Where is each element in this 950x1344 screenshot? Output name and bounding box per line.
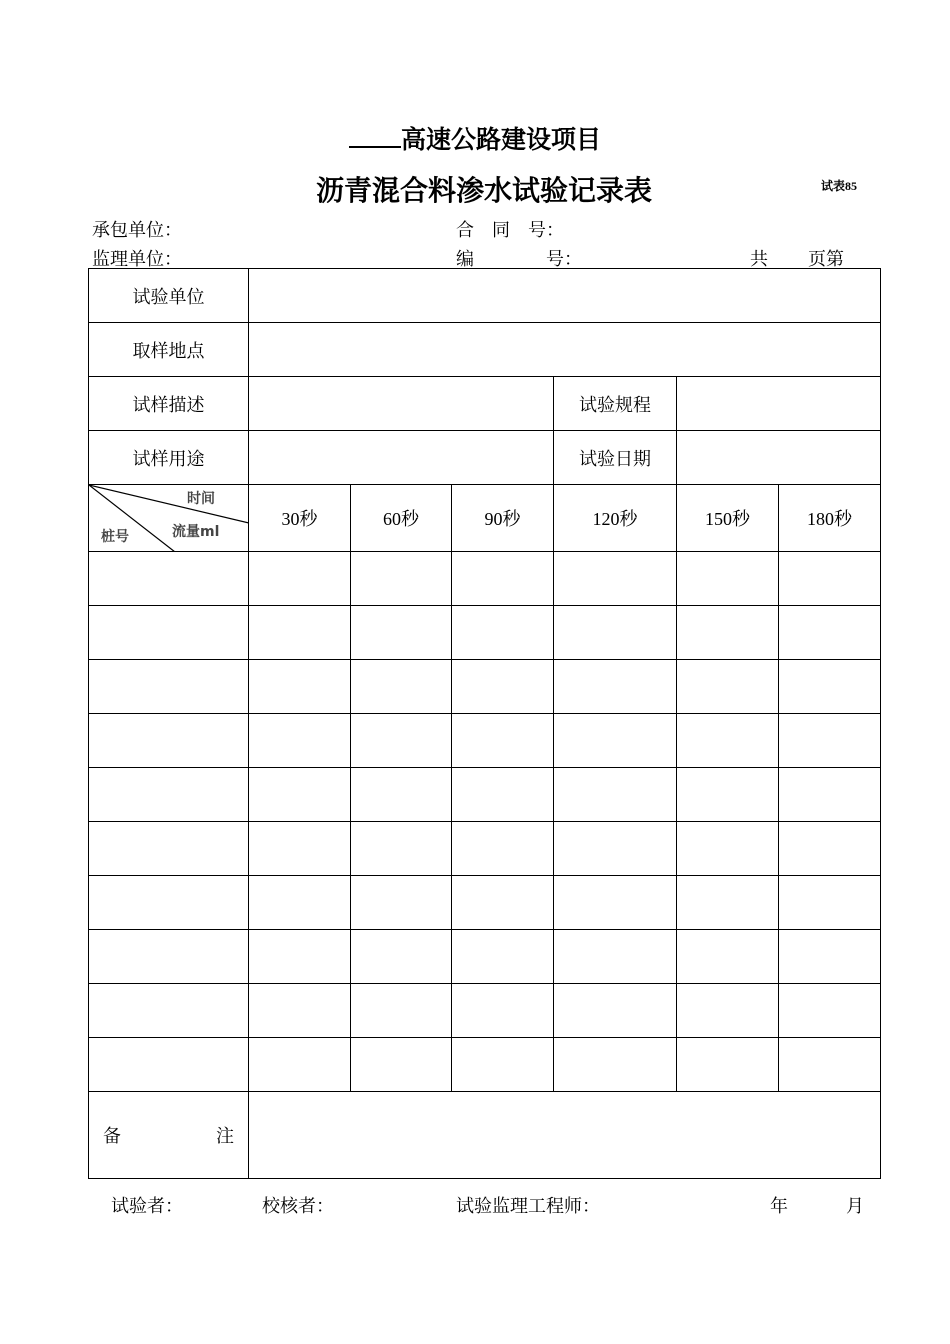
sample-purpose-label: 试样用途 (89, 431, 249, 485)
flow-cell[interactable] (554, 552, 677, 606)
flow-cell[interactable] (452, 930, 554, 984)
test-date-label: 试验日期 (554, 431, 677, 485)
flow-cell[interactable] (677, 930, 779, 984)
project-name-blank (349, 124, 401, 148)
remarks-label: 备 注 (89, 1092, 249, 1179)
flow-cell[interactable] (779, 876, 881, 930)
station-cell[interactable] (89, 822, 249, 876)
flow-cell[interactable] (351, 714, 452, 768)
table-row (89, 984, 881, 1038)
flow-cell[interactable] (677, 822, 779, 876)
flow-cell[interactable] (452, 1038, 554, 1092)
table-row (89, 930, 881, 984)
flow-cell[interactable] (452, 822, 554, 876)
checker-label: 校核者： (262, 1196, 334, 1216)
flow-cell[interactable] (249, 606, 351, 660)
time-col-header: 30秒 (249, 485, 351, 552)
supervisor-label: 监理单位： (92, 249, 182, 269)
flow-cell[interactable] (554, 822, 677, 876)
flow-cell[interactable] (677, 714, 779, 768)
flow-cell[interactable] (351, 876, 452, 930)
station-cell[interactable] (89, 606, 249, 660)
station-cell[interactable] (89, 1038, 249, 1092)
flow-cell[interactable] (351, 768, 452, 822)
flow-cell[interactable] (249, 714, 351, 768)
flow-cell[interactable] (554, 768, 677, 822)
station-cell[interactable] (89, 714, 249, 768)
flow-cell[interactable] (452, 552, 554, 606)
test-date-value[interactable] (677, 431, 881, 485)
table-row (89, 876, 881, 930)
year-label: 年 (770, 1196, 788, 1216)
sampling-location-value[interactable] (249, 323, 881, 377)
flow-cell[interactable] (677, 660, 779, 714)
flow-cell[interactable] (249, 930, 351, 984)
flow-cell[interactable] (554, 1038, 677, 1092)
table-row (89, 660, 881, 714)
station-cell[interactable] (89, 660, 249, 714)
flow-cell[interactable] (779, 552, 881, 606)
flow-cell[interactable] (351, 930, 452, 984)
flow-cell[interactable] (779, 606, 881, 660)
flow-cell[interactable] (554, 984, 677, 1038)
table-row (89, 606, 881, 660)
month-label: 月 (846, 1196, 864, 1216)
flow-cell[interactable] (779, 984, 881, 1038)
table-row (89, 1038, 881, 1092)
serial-no-label: 编 号： (456, 249, 582, 269)
time-col-header: 60秒 (351, 485, 452, 552)
table-row (89, 714, 881, 768)
flow-cell[interactable] (677, 984, 779, 1038)
flow-cell[interactable] (779, 1038, 881, 1092)
flow-cell[interactable] (249, 660, 351, 714)
form-title: 沥青混合料渗水试验记录表 (315, 176, 652, 207)
project-title: 高速公路建设项目 (0, 120, 950, 156)
flow-cell[interactable] (452, 714, 554, 768)
record-table (88, 268, 881, 1179)
flow-cell[interactable] (351, 660, 452, 714)
sampling-location-label: 取样地点 (89, 323, 249, 377)
flow-cell[interactable] (779, 930, 881, 984)
flow-cell[interactable] (452, 768, 554, 822)
time-col-header: 90秒 (452, 485, 554, 552)
station-cell[interactable] (89, 984, 249, 1038)
station-cell[interactable] (89, 552, 249, 606)
flow-cell[interactable] (249, 552, 351, 606)
station-cell[interactable] (89, 876, 249, 930)
flow-cell[interactable] (779, 660, 881, 714)
test-procedure-label: 试验规程 (554, 377, 677, 431)
sample-purpose-value[interactable] (249, 431, 554, 485)
flow-cell[interactable] (249, 1038, 351, 1092)
flow-cell[interactable] (554, 876, 677, 930)
flow-cell[interactable] (677, 552, 779, 606)
time-col-header: 120秒 (554, 485, 677, 552)
sample-description-value[interactable] (249, 377, 554, 431)
supervision-engineer-label: 试验监理工程师： (456, 1196, 600, 1216)
diagonal-header-cell (89, 485, 249, 552)
contractor-label: 承包单位： (92, 220, 182, 240)
form-code: 试表85 (821, 179, 858, 193)
station-cell[interactable] (89, 768, 249, 822)
flow-cell[interactable] (677, 606, 779, 660)
flow-cell[interactable] (677, 768, 779, 822)
station-cell[interactable] (89, 930, 249, 984)
flow-cell[interactable] (452, 876, 554, 930)
flow-cell[interactable] (554, 930, 677, 984)
flow-cell[interactable] (677, 876, 779, 930)
flow-cell[interactable] (249, 768, 351, 822)
flow-cell[interactable] (249, 876, 351, 930)
flow-cell[interactable] (779, 714, 881, 768)
test-procedure-value[interactable] (677, 377, 881, 431)
test-unit-value[interactable] (249, 269, 881, 323)
header-station: 桩号 (101, 529, 129, 545)
header-flow: 流量ml (172, 524, 220, 540)
flow-cell[interactable] (351, 552, 452, 606)
test-unit-label: 试验单位 (89, 269, 249, 323)
table-row (89, 552, 881, 606)
flow-cell[interactable] (452, 984, 554, 1038)
time-col-header: 150秒 (677, 485, 779, 552)
flow-cell[interactable] (554, 714, 677, 768)
flow-cell[interactable] (351, 822, 452, 876)
time-col-header: 180秒 (779, 485, 881, 552)
table-row (89, 768, 881, 822)
flow-cell[interactable] (779, 768, 881, 822)
flow-cell[interactable] (249, 984, 351, 1038)
page-total-label: 共 (750, 249, 768, 269)
flow-cell[interactable] (249, 822, 351, 876)
flow-cell[interactable] (452, 606, 554, 660)
contract-no-label: 合 同 号： (456, 220, 564, 240)
header-time: 时间 (187, 491, 215, 507)
sample-description-label: 试样描述 (89, 377, 249, 431)
flow-cell[interactable] (554, 660, 677, 714)
page-no-label: 页第 (808, 249, 844, 269)
flow-cell[interactable] (677, 1038, 779, 1092)
flow-cell[interactable] (779, 822, 881, 876)
flow-cell[interactable] (452, 660, 554, 714)
flow-cell[interactable] (554, 606, 677, 660)
remarks-value[interactable] (249, 1092, 881, 1179)
tester-label: 试验者： (111, 1196, 183, 1216)
table-row (89, 822, 881, 876)
flow-cell[interactable] (351, 984, 452, 1038)
flow-cell[interactable] (351, 1038, 452, 1092)
flow-cell[interactable] (351, 606, 452, 660)
